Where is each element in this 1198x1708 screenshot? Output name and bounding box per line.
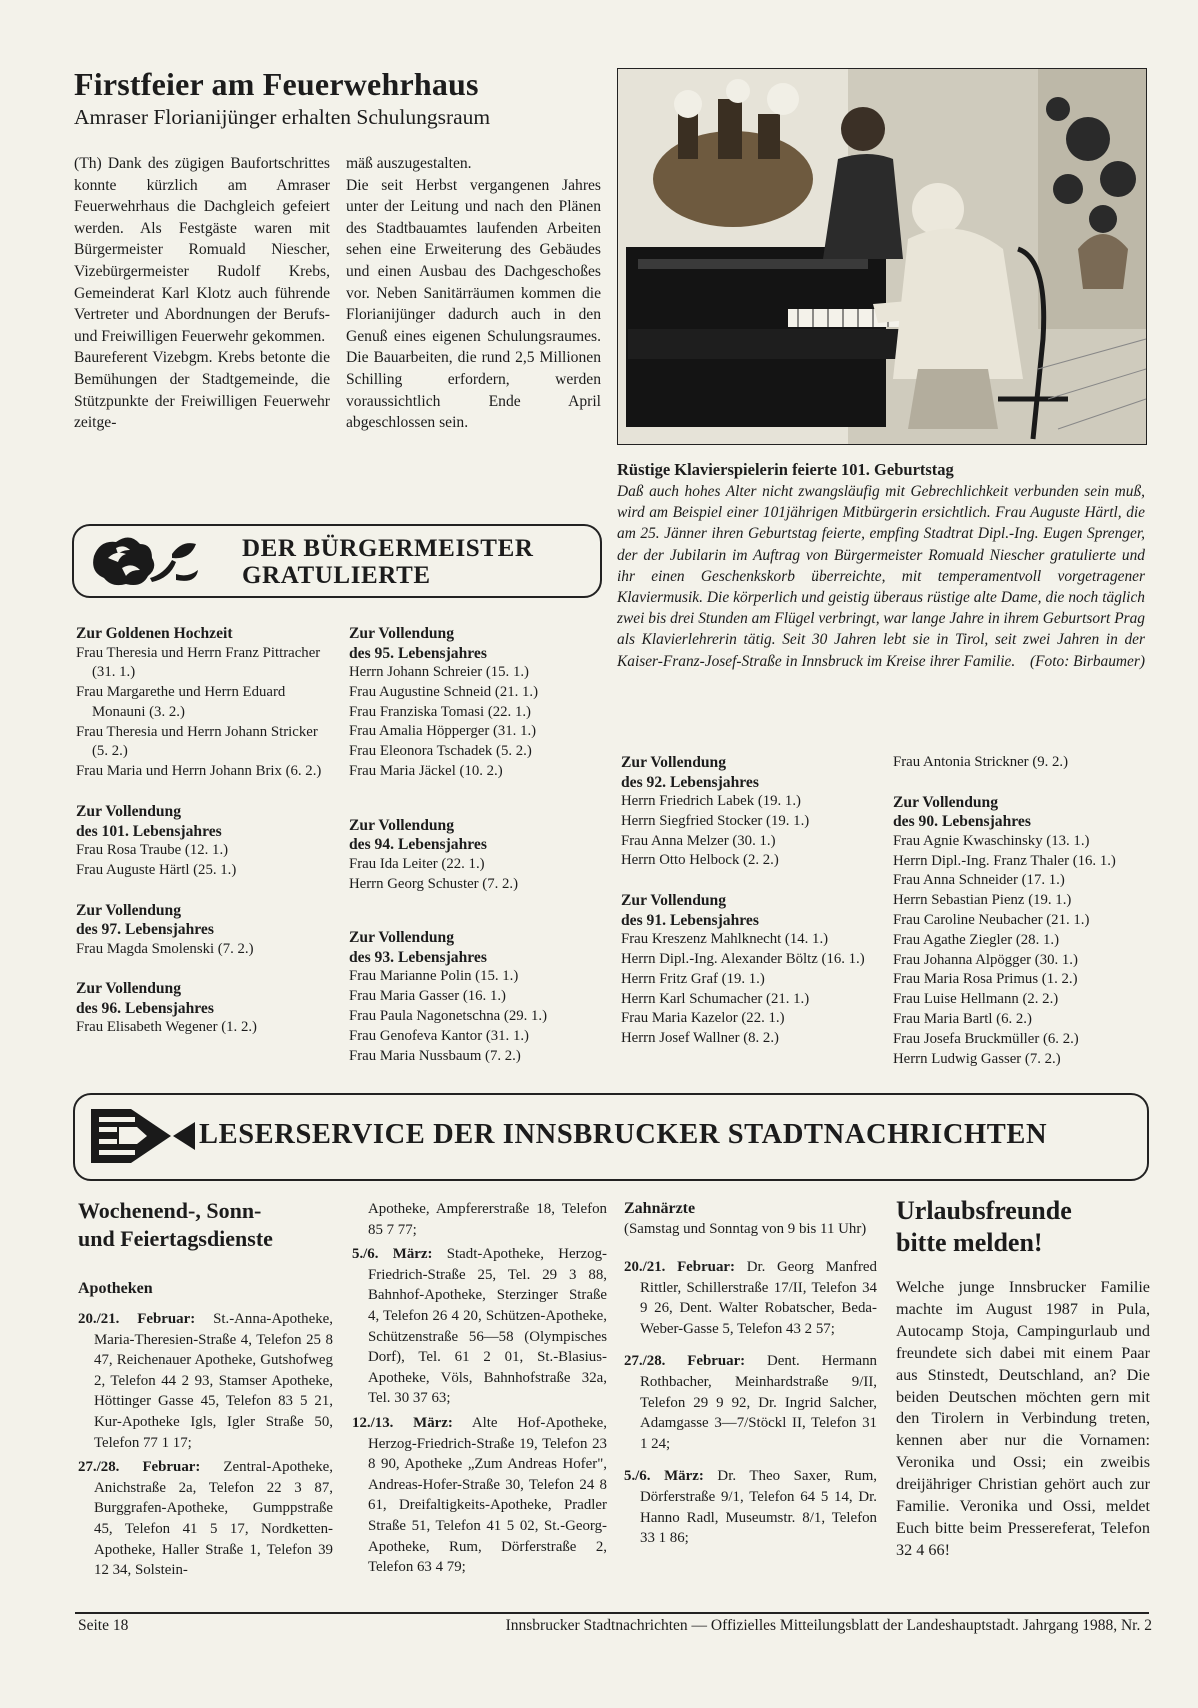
urlaub-title bbox=[896, 1195, 1150, 1259]
list-item: Frau Paula Nagonetschna (29. 1.) bbox=[349, 1007, 548, 1024]
zahnaerzte-heading: Zahnärzte bbox=[624, 1200, 696, 1217]
list-item: Frau Margarethe und Herrn Eduard Monauni (3. 2.) bbox=[76, 684, 286, 720]
dienste-column-2 bbox=[352, 1199, 607, 1582]
group-heading bbox=[621, 753, 883, 792]
entry-date: 5./6. März: bbox=[352, 1246, 433, 1263]
group-heading bbox=[621, 891, 883, 930]
greetings-column-1 bbox=[76, 624, 334, 1058]
list-item: Frau Maria Rosa Primus (1. 2.) bbox=[893, 971, 1078, 988]
urlaub-text: Welche junge Innsbrucker Familie machte im August 1987 in Pula, Autocamp Stoja, Campingurlaub und freundete sich dabei mit einem Paar aus Stinstedt, Deutschland, an? Die beiden Deutschen möchten gern mit den Tirolern in Verbindung treten, kennen aber nur die Vornamen: Veronika und Ossi; ein zweibis dreijähriger Christian gehört auch zur Familie. Veronika und Ossi, meldet Euch bitte beim Pressereferat, Telefon 32 4 66! bbox=[896, 1278, 1150, 1559]
leserservice-banner bbox=[73, 1093, 1149, 1181]
heading-line: des 97. Lebensjahres bbox=[76, 921, 214, 939]
zahnaerzte-note: (Samstag und Sonntag von 9 bis 11 Uhr) bbox=[624, 1221, 867, 1237]
list-item: Frau Maria Gasser (16. 1.) bbox=[349, 988, 506, 1005]
group-heading bbox=[349, 624, 601, 663]
entry-date: 5./6. März: bbox=[624, 1468, 704, 1485]
group-heading bbox=[349, 928, 601, 967]
group-heading bbox=[76, 979, 334, 1018]
group-heading: Zur Goldenen Hochzeit bbox=[76, 625, 233, 642]
heading-line: Zur Vollendung bbox=[76, 980, 182, 998]
buergermeister-banner bbox=[72, 524, 602, 598]
list-item: Frau Luise Hellmann (2. 2.) bbox=[893, 991, 1059, 1008]
entry-date: 27./28. Februar: bbox=[624, 1353, 746, 1370]
name-list bbox=[621, 792, 883, 871]
list-item: Herrn Karl Schumacher (21. 1.) bbox=[621, 990, 810, 1007]
name-list bbox=[76, 940, 334, 960]
article-paragraph: Baureferent Vizebgm. Krebs betonte die Bemühungen der Stadtgemeinde, die Stützpunkte der Freiwilligen Feuerwehr zeitge- bbox=[74, 349, 330, 432]
list-item: Frau Magda Smolenski (7. 2.) bbox=[76, 940, 254, 957]
service-entry bbox=[624, 1466, 877, 1548]
heading-line: des 96. Lebensjahres bbox=[76, 999, 214, 1017]
group-97 bbox=[76, 901, 334, 960]
title-line: Wochenend-, Sonn- bbox=[78, 1198, 262, 1223]
name-list bbox=[349, 855, 601, 895]
list-item: Frau Maria und Herrn Johann Brix (6. 2.) bbox=[76, 763, 322, 780]
dienste-column-1 bbox=[78, 1197, 333, 1585]
greetings-column-3 bbox=[621, 753, 883, 1069]
arrow-icon bbox=[89, 1107, 199, 1165]
group-94 bbox=[349, 816, 601, 895]
list-item: Frau Caroline Neubacher (21. 1.) bbox=[893, 911, 1090, 928]
group-heading bbox=[349, 816, 601, 855]
list-item: Herrn Josef Wallner (8. 2.) bbox=[621, 1030, 779, 1047]
group-101 bbox=[76, 802, 334, 881]
list-item: Frau Agathe Ziegler (28. 1.) bbox=[893, 931, 1060, 948]
rose-icon bbox=[88, 534, 206, 590]
apotheken-heading: Apotheken bbox=[78, 1280, 153, 1297]
entry-text: Dent. Hermann Rothbacher, Meinhardstraße 9/II, Telefon 29 9 92, Dr. Ingrid Salcher, Adamgasse 3—7/Stöckl II, Telefon 31 1 24; bbox=[640, 1353, 877, 1452]
service-entry bbox=[352, 1244, 607, 1409]
group-heading bbox=[893, 793, 1155, 832]
list-item: Frau Augustine Schneid (21. 1.) bbox=[349, 683, 539, 700]
list-item: Herrn Siegfried Stocker (19. 1.) bbox=[621, 812, 810, 829]
entry-date: 12./13. März: bbox=[352, 1414, 453, 1431]
name-list bbox=[893, 753, 1155, 773]
heading-line: Zur Vollendung bbox=[893, 793, 999, 811]
heading-line: des 91. Lebensjahres bbox=[621, 911, 759, 929]
caption-text bbox=[617, 481, 1145, 672]
heading-line: des 90. Lebensjahres bbox=[893, 813, 1031, 831]
list-item: Frau Amalia Höpperger (31. 1.) bbox=[349, 723, 537, 740]
entry-text: Alte Hof-Apotheke, Herzog-Friedrich-Straße 19, Telefon 23 8 90, Apotheke „Zum Andreas Hofer", Andreas-Hofer-Straße 30, Telefon 24 8 61, Dreifaltigkeits-Apotheke, Pradler Straße 51, Telefon 41 5 02, St.-Georg-Apotheke, Rum, Dörferstraße 2, Telefon 63 4 79; bbox=[368, 1414, 607, 1576]
heading-line: Zur Vollendung bbox=[349, 625, 455, 642]
list-item: Frau Theresia und Herrn Franz Pittracher (31. 1.) bbox=[76, 644, 321, 681]
list-item: Frau Franziska Tomasi (22. 1.) bbox=[349, 703, 531, 720]
article-title: Firstfeier am Feuerwehrhaus bbox=[74, 66, 479, 102]
list-item: Herrn Sebastian Pienz (19. 1.) bbox=[893, 892, 1072, 909]
leserservice-title: LESERSERVICE DER INNSBRUCKER STADTNACHRICHTEN bbox=[199, 1119, 1048, 1150]
title-line: und Feiertagsdienste bbox=[78, 1226, 273, 1251]
entry-date: 20./21. Februar: bbox=[78, 1311, 196, 1327]
photo-illustration bbox=[618, 69, 1146, 444]
service-entry bbox=[624, 1257, 877, 1339]
heading-line: des 92. Lebensjahres bbox=[621, 773, 759, 791]
list-item: Frau Ida Leiter (22. 1.) bbox=[349, 855, 485, 872]
list-item: Frau Kreszenz Mahlknecht (14. 1.) bbox=[621, 931, 829, 948]
group-91 bbox=[621, 891, 883, 1049]
title-line: bitte melden! bbox=[896, 1228, 1043, 1257]
dienste-column-3 bbox=[624, 1199, 877, 1553]
photo-pianist bbox=[617, 68, 1147, 445]
service-entry bbox=[78, 1309, 333, 1453]
list-item: Herrn Ludwig Gasser (7. 2.) bbox=[893, 1050, 1061, 1067]
group-96 bbox=[76, 979, 334, 1038]
list-item: Herrn Otto Helbock (2. 2.) bbox=[621, 852, 779, 869]
dienste-title bbox=[78, 1197, 333, 1253]
service-entry bbox=[78, 1457, 333, 1581]
article-paragraph: (Th) Dank des zügigen Baufortschrittes konnte kürzlich am Amraser Feuerwehrhaus die Dachgleich gefeiert werden. Als Festgäste waren mit Bürgermeister Romuald Niescher, Vizebürgermeister Rudolf Krebs, Gemeinderat Karl Klotz auch führende Vertreter und Abordnungen der Berufs- und Freiwilligen Feuerwehr gekommen. bbox=[74, 155, 330, 345]
article-paragraph: Die seit Herbst vergangenen Jahres unter der Leitung und nach den Plänen des Stadtbauamtes laufenden Arbeiten sehen eine Erweiterung des Gebäudes und einen Ausbau des Dachgeschoßes vor. Neben Sanitärräumen kommen die Florianijünger dadurch auch in den Genuß eines eigenen Schulungsraumes. Die Bauarbeiten, die rund 2,5 Millionen Schilling erfordern, werden voraussichtlich Ende April abgeschlossen sein. bbox=[346, 176, 601, 432]
list-item: Frau Anna Schneider (17. 1.) bbox=[893, 872, 1065, 889]
article-subtitle: Amraser Florianijünger erhalten Schulungsraum bbox=[74, 105, 491, 129]
page-number: Seite 18 bbox=[78, 1617, 129, 1634]
entry-text: St.-Anna-Apotheke, Maria-Theresien-Straße 4, Telefon 25 8 47, Reichenauer Apotheke, Gutshofweg 2, Telefon 44 2 93, Stamser Apotheke, Höttinger Gasse 45, Telefon 83 5 21, Kur-Apotheke Igls, Igler Straße 50, Telefon 77 1 17; bbox=[94, 1311, 333, 1451]
banner-title-line: DER BÜRGERMEISTER bbox=[242, 535, 534, 562]
list-item: Herrn Georg Schuster (7. 2.) bbox=[349, 875, 519, 892]
list-item: Frau Elisabeth Wegener (1. 2.) bbox=[76, 1019, 257, 1036]
photo-caption bbox=[617, 459, 1145, 672]
group-heading bbox=[76, 802, 334, 841]
heading-line: des 93. Lebensjahres bbox=[349, 948, 487, 966]
list-item: Frau Auguste Härtl (25. 1.) bbox=[76, 861, 237, 878]
list-item: Herrn Dipl.-Ing. Alexander Böltz (16. 1.) bbox=[621, 950, 865, 967]
list-item: Frau Antonia Strickner (9. 2.) bbox=[893, 754, 1069, 770]
entry-text: Stadt-Apotheke, Herzog-Friedrich-Straße 25, Tel. 29 3 88, Bahnhof-Apotheke, Sterzinger Straße 4, Telefon 26 4 20, Schützen-Apotheke, Schützenstraße 56—58 (Olympisches Dorf), Tel. 61 2 01, St.-Blasius-Apotheke, Völs, Bahnhofstraße 32a, Tel. 30 37 63; bbox=[368, 1246, 607, 1407]
list-item: Herrn Dipl.-Ing. Franz Thaler (16. 1.) bbox=[893, 852, 1116, 869]
name-list bbox=[76, 1018, 334, 1038]
heading-line: Zur Vollendung bbox=[76, 803, 182, 821]
article-header bbox=[74, 66, 614, 130]
entry-date: 27./28. Februar: bbox=[78, 1459, 201, 1476]
banner-title-block bbox=[242, 535, 592, 589]
greetings-column-4 bbox=[893, 753, 1155, 1089]
list-item: Frau Eleonora Tschadek (5. 2.) bbox=[349, 743, 532, 760]
list-item: Herrn Johann Schreier (15. 1.) bbox=[349, 664, 529, 680]
urlaub-box bbox=[896, 1195, 1150, 1562]
list-item: Frau Josefa Bruckmüller (6. 2.) bbox=[893, 1030, 1079, 1047]
group-95 bbox=[349, 624, 601, 782]
group-92 bbox=[621, 753, 883, 871]
list-item: Frau Maria Jäckel (10. 2.) bbox=[349, 762, 503, 779]
entry-date: 20./21. Februar: bbox=[624, 1259, 735, 1275]
list-item: Frau Maria Nussbaum (7. 2.) bbox=[349, 1047, 521, 1064]
name-list bbox=[621, 930, 883, 1049]
heading-line: des 95. Lebensjahres bbox=[349, 644, 487, 662]
greetings-column-2 bbox=[349, 624, 601, 1086]
publication-line: Innsbrucker Stadtnachrichten — Offizielles Mitteilungsblatt der Landeshauptstadt. Jahrgang 1988, Nr. 2 bbox=[505, 1617, 1152, 1634]
group-90 bbox=[893, 793, 1155, 1070]
list-item: Frau Anna Melzer (30. 1.) bbox=[621, 832, 776, 849]
heading-line: Zur Vollendung bbox=[76, 901, 182, 919]
name-list bbox=[349, 663, 601, 782]
list-item: Frau Marianne Polin (15. 1.) bbox=[349, 968, 519, 985]
article-column-1 bbox=[74, 153, 330, 434]
entry-text: Dr. Georg Manfred Rittler, Schillerstraße 17/II, Telefon 34 9 26, Dent. Walter Robatscher, Beda-Weber-Gasse 5, Telefon 43 2 57; bbox=[640, 1259, 877, 1337]
group-goldene-hochzeit bbox=[76, 624, 334, 782]
article-paragraph: mäß auszugestalten. bbox=[346, 155, 472, 172]
heading-line: Zur Vollendung bbox=[621, 754, 727, 771]
service-entry bbox=[352, 1413, 607, 1578]
list-item: Frau Johanna Alpögger (30. 1.) bbox=[893, 951, 1078, 968]
name-list bbox=[76, 841, 334, 881]
title-line: Urlaubsfreunde bbox=[896, 1196, 1072, 1225]
name-list bbox=[893, 832, 1155, 1070]
heading-line: Zur Vollendung bbox=[349, 816, 455, 834]
article-column-2 bbox=[346, 153, 601, 434]
heading-line: Zur Vollendung bbox=[349, 929, 455, 947]
service-entry bbox=[624, 1351, 877, 1454]
photo-credit: (Foto: Birbaumer) bbox=[1030, 652, 1145, 670]
heading-line: des 101. Lebensjahres bbox=[76, 822, 222, 840]
heading-line: des 94. Lebensjahres bbox=[349, 836, 487, 854]
entry-text: Zentral-Apotheke, Anichstraße 2a, Telefon 22 3 87, Burggrafen-Apotheke, Gumppstraße 45, Telefon 41 5 17, Nordketten-Apotheke, Haller Straße 1, Telefon 39 12 34, Solstein- bbox=[94, 1459, 333, 1579]
group-91-continued bbox=[893, 753, 1155, 773]
banner-title-line: GRATULIERTE bbox=[242, 562, 431, 589]
list-item: Herrn Fritz Graf (19. 1.) bbox=[621, 970, 765, 987]
caption-body: Daß auch hohes Alter nicht zwangsläufig mit Gebrechlichkeit verbunden sein muß, wird am Beispiel einer 101jährigen Mitbürgerin ersichtlich. Frau Auguste Härtl, die am 25. Jänner ihren Geburtstag feierte, empfing Stadtrat Dipl.-Ing. Eugen Sprenger, der der Jubilarin im Auftrag von Bürgermeister Romuald Niescher gratulierte und ihr einen Geschenkskorb überreichte, mit temperamentvoll vorgetragener Klaviermusik. Die körperlich und geistig überaus rüstige alte Dame, die noch täglich zwei bis drei Stunden am Flügel verbringt, war lange Jahre in ihrem Geburtsort Prag als Klavierlehrerin tätig. Seit 30 Jahren lebt sie in Tirol, seit zwei Jahren in der Kaiser-Franz-Josef-Straße in Innsbruck im Kreise ihrer Familie. bbox=[617, 483, 1145, 670]
list-item: Frau Agnie Kwaschinsky (13. 1.) bbox=[893, 832, 1090, 849]
list-item: Frau Rosa Traube (12. 1.) bbox=[76, 842, 229, 859]
footer-rule bbox=[75, 1612, 1149, 1614]
list-item: Frau Genofeva Kantor (31. 1.) bbox=[349, 1027, 529, 1044]
list-item: Frau Maria Kazelor (22. 1.) bbox=[621, 1010, 785, 1027]
list-item: Herrn Friedrich Labek (19. 1.) bbox=[621, 793, 801, 809]
caption-title: Rüstige Klavierspielerin feierte 101. Geburtstag bbox=[617, 460, 954, 479]
list-item: Frau Theresia und Herrn Johann Stricker (5. 2.) bbox=[76, 723, 318, 760]
name-list bbox=[349, 967, 601, 1066]
heading-line: Zur Vollendung bbox=[621, 892, 727, 910]
list-item: Frau Maria Bartl (6. 2.) bbox=[893, 1010, 1032, 1027]
name-list bbox=[76, 644, 334, 783]
group-heading bbox=[76, 901, 334, 940]
service-entry-continued: Apotheke, Ampfererstraße 18, Telefon 85 7 77; bbox=[368, 1201, 607, 1238]
group-93 bbox=[349, 928, 601, 1066]
entry-text: Dr. Theo Saxer, Rum, Dörferstraße 9/1, Telefon 64 5 14, Dr. Hanno Radl, Museumstr. 8/1, Telefon 33 1 86; bbox=[640, 1468, 878, 1547]
